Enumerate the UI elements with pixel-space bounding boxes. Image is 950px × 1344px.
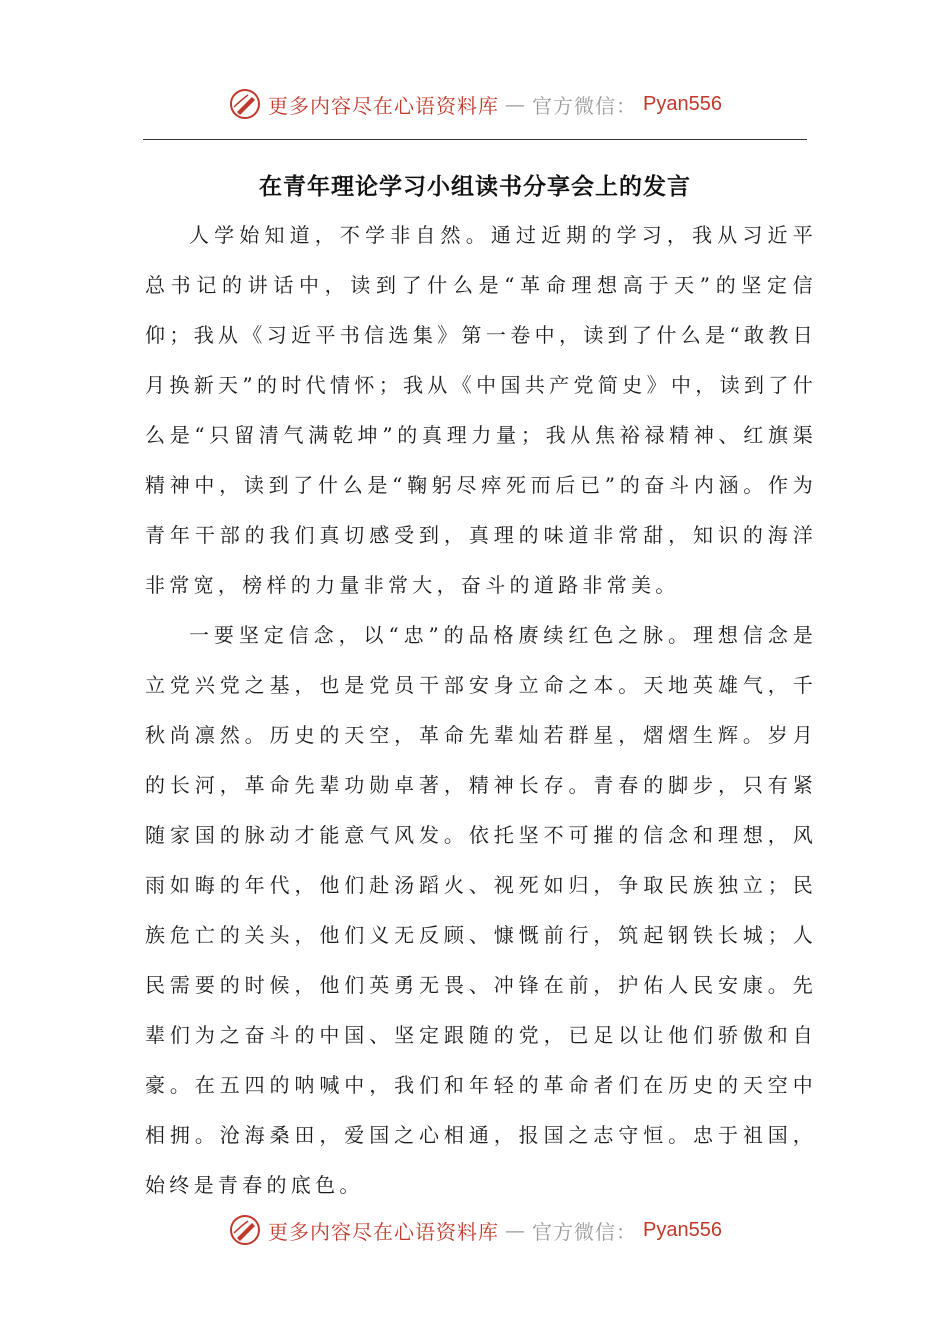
header-brand-text: 更多内容尽在心语资料库 [268,93,500,118]
pen-logo-icon [228,1213,262,1247]
footer-dash: — [505,1218,527,1242]
footer-contact-label: 官方微信： [532,1219,638,1244]
header-contact-label: 官方微信： [532,93,638,118]
footer-brand-text: 更多内容尽在心语资料库 [268,1219,500,1244]
header-dash: — [505,92,527,116]
paragraph-1: 人学始知道，不学非自然。通过近期的学习，我从习近平总书记的讲话中，读到了什么是“革命理想高于天”的坚定信仰；我从《习近平书信选集》第一卷中，读到了什么是“敢教日月换新天”的时代情怀；我从《中国共产党简史》中，读到了什么是“只留清气满乾坤”的真理力量；我从焦裕禄精神、红旗渠精神中，读到了什么是“鞠躬尽瘁死而后已”的奋斗内涵。作为青年干部的我们真切感受到，真理的味道非常甜，知识的海洋非常宽，榜样的力量非常大，奋斗的道路非常美。 [145,223,817,597]
header-divider [143,139,807,140]
footer-banner [0,1210,950,1250]
header-contact-id: Pyan556 [643,92,722,115]
document-body [145,210,817,1210]
pen-logo-icon [228,87,262,121]
header-banner [0,84,950,124]
paragraph-2: 一要坚定信念，以“忠”的品格赓续红色之脉。理想信念是立党兴党之基，也是党员干部安身立命之本。天地英雄气，千秋尚凛然。历史的天空，革命先辈灿若群星，熠熠生辉。岁月的长河，革命先辈功勋卓著，精神长存。青春的脚步，只有紧随家国的脉动才能意气风发。依托坚不可摧的信念和理想，风雨如晦的年代，他们赴汤蹈火、视死如归，争取民族独立；民族危亡的关头，他们义无反顾、慷慨前行，筑起钢铁长城；人民需要的时候，他们英勇无畏、冲锋在前，护佑人民安康。先辈们为之奋斗的中国、坚定跟随的党，已足以让他们骄傲和自豪。在五四的呐喊中，我们和年轻的革命者们在历史的天空中相拥。沧海桑田，爱国之心相通，报国之志守恒。忠于祖国，始终是青春的底色。 [145,623,817,1197]
footer-contact-id: Pyan556 [643,1218,722,1241]
document-title: 在青年理论学习小组读书分享会上的发言 [259,174,691,200]
